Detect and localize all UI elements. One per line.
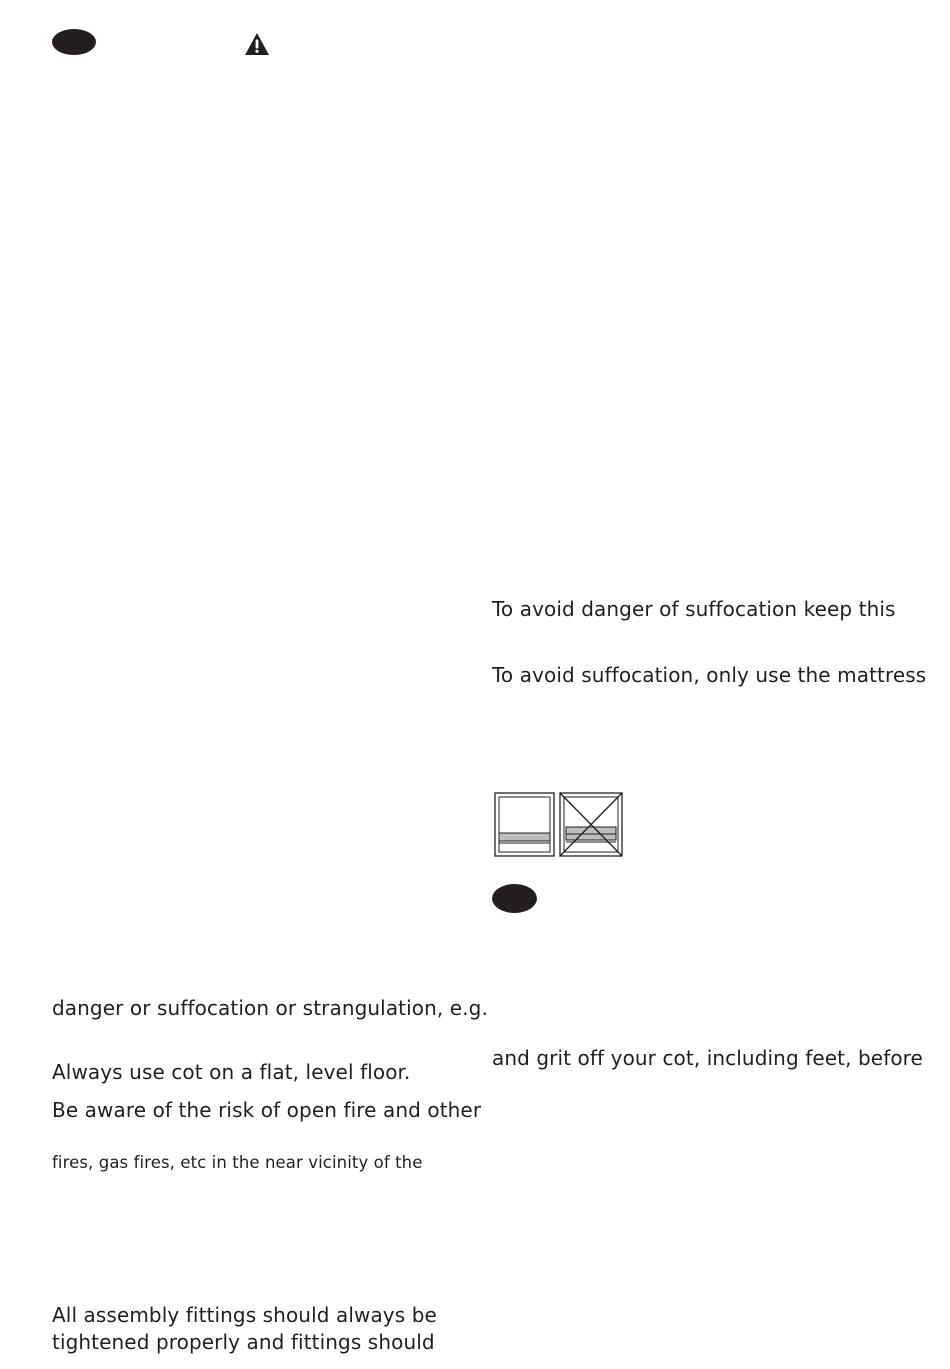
right-line-1: To avoid danger of suffocation keep this [492, 597, 896, 621]
mattress-incorrect-icon [560, 793, 622, 856]
left-line-2: Always use cot on a flat, level floor. [52, 1060, 411, 1084]
language-badge-top [52, 29, 96, 55]
left-line-1: danger or suffocation or strangulation, e.g. [52, 996, 488, 1020]
left-line-5: All assembly fittings should always be [52, 1303, 437, 1327]
right-line-2: To avoid suffocation, only use the mattress [492, 663, 927, 687]
mattress-diagram [494, 792, 624, 858]
mattress-correct-icon [495, 793, 554, 856]
right-line-3: and grit off your cot, including feet, before [492, 1046, 923, 1070]
left-line-6: tightened properly and fittings should [52, 1330, 435, 1354]
left-line-3: Be aware of the risk of open fire and other [52, 1098, 482, 1122]
language-badge-mid [492, 884, 537, 913]
left-line-4: fires, gas fires, etc in the near vicinity of the [52, 1153, 423, 1172]
warning-triangle-icon [244, 32, 270, 56]
